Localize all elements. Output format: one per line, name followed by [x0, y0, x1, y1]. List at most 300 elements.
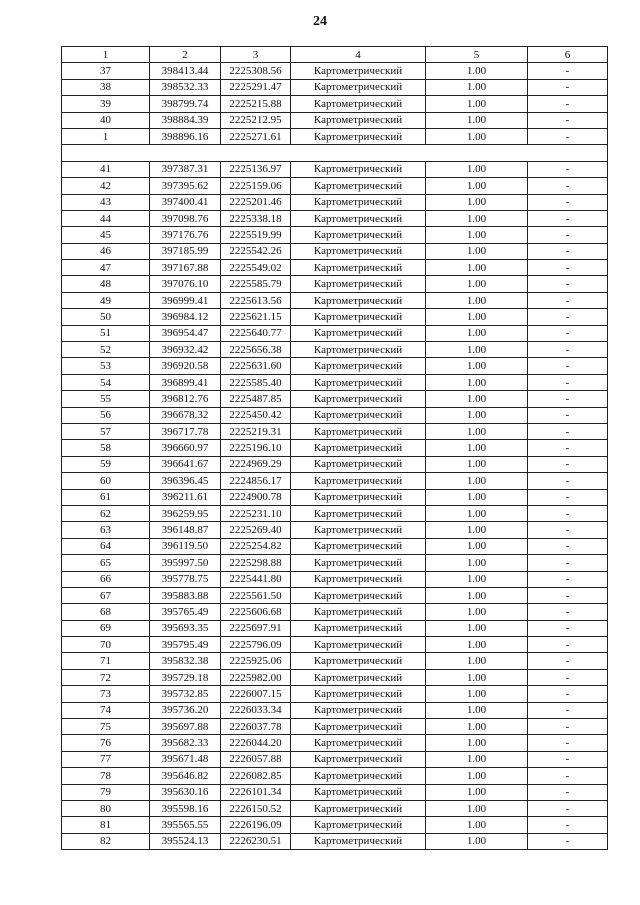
table-cell: 1.00: [426, 194, 528, 210]
table-cell: 1.00: [426, 800, 528, 816]
table-cell: 1.00: [426, 473, 528, 489]
table-cell: -: [528, 735, 608, 751]
table-cell: 1.00: [426, 423, 528, 439]
table-cell: Картометрический: [291, 112, 426, 128]
table-cell: Картометрический: [291, 768, 426, 784]
table-cell: 1.00: [426, 325, 528, 341]
table-cell: Картометрический: [291, 178, 426, 194]
table-cell: 1.00: [426, 227, 528, 243]
table-cell: 398799.74: [150, 96, 221, 112]
table-cell: Картометрический: [291, 440, 426, 456]
table-cell: 2225219.31: [221, 423, 291, 439]
table-cell: Картометрический: [291, 653, 426, 669]
table-cell: 395565.55: [150, 817, 221, 833]
table-cell: 1.00: [426, 96, 528, 112]
table-cell: 398532.33: [150, 79, 221, 95]
table-cell: -: [528, 522, 608, 538]
table-cell: Картометрический: [291, 473, 426, 489]
table-cell: 1.00: [426, 637, 528, 653]
table-cell: 1.00: [426, 538, 528, 554]
table-cell: 2225196.10: [221, 440, 291, 456]
table-cell: -: [528, 817, 608, 833]
table-cell: 54: [62, 374, 150, 390]
table-cell: 1.00: [426, 342, 528, 358]
table-cell: 397167.88: [150, 260, 221, 276]
table-cell: 397098.76: [150, 210, 221, 226]
table-cell: 1.00: [426, 178, 528, 194]
table-cell: 65: [62, 555, 150, 571]
table-cell: 1.00: [426, 620, 528, 636]
table-cell: Картометрический: [291, 276, 426, 292]
table-cell: 78: [62, 768, 150, 784]
table-cell: 2225519.99: [221, 227, 291, 243]
table-cell: Картометрический: [291, 637, 426, 653]
table-cell: 49: [62, 292, 150, 308]
table-cell: 2225640.77: [221, 325, 291, 341]
table-cell: 66: [62, 571, 150, 587]
table-cell: -: [528, 686, 608, 702]
table-cell: 2225549.02: [221, 260, 291, 276]
table-cell: 2225298.88: [221, 555, 291, 571]
table-cell: 2225697.91: [221, 620, 291, 636]
table-cell: 75: [62, 719, 150, 735]
table-cell: 48: [62, 276, 150, 292]
table-cell: 398896.16: [150, 128, 221, 144]
table-cell: Картометрический: [291, 604, 426, 620]
table-cell: -: [528, 128, 608, 144]
table-cell: 2225982.00: [221, 669, 291, 685]
table-cell: 45: [62, 227, 150, 243]
table-cell: 2226150.52: [221, 800, 291, 816]
table-row: [62, 719, 608, 735]
table-cell: -: [528, 210, 608, 226]
header-cell: 6: [528, 47, 608, 63]
table-cell: 396641.67: [150, 456, 221, 472]
table-cell: 396954.47: [150, 325, 221, 341]
table-row: [62, 686, 608, 702]
table-cell: 52: [62, 342, 150, 358]
table-row: [62, 325, 608, 341]
table-cell: 59: [62, 456, 150, 472]
table-cell: 44: [62, 210, 150, 226]
table-cell: 67: [62, 587, 150, 603]
table-cell: 395883.88: [150, 587, 221, 603]
header-cell: 1: [62, 47, 150, 63]
table-cell: 38: [62, 79, 150, 95]
table-cell: 397185.99: [150, 243, 221, 259]
table-cell: -: [528, 800, 608, 816]
table-cell: Картометрический: [291, 784, 426, 800]
table-cell: 2225621.15: [221, 309, 291, 325]
table-cell: Картометрический: [291, 325, 426, 341]
table-cell: 2225212.95: [221, 112, 291, 128]
table-cell: -: [528, 620, 608, 636]
table-row: [62, 194, 608, 210]
table-cell: 1.00: [426, 391, 528, 407]
table-row: [62, 210, 608, 226]
table-cell: 2225450.42: [221, 407, 291, 423]
table-cell: 1.00: [426, 751, 528, 767]
table-cell: 39: [62, 96, 150, 112]
table-cell: 2224969.29: [221, 456, 291, 472]
table-cell: 1: [62, 128, 150, 144]
table-cell: 42: [62, 178, 150, 194]
table-cell: 2225159.06: [221, 178, 291, 194]
table-cell: 2225441.80: [221, 571, 291, 587]
table-cell: 1.00: [426, 63, 528, 79]
table-cell: -: [528, 407, 608, 423]
table-cell: 395795.49: [150, 637, 221, 653]
table-cell: 68: [62, 604, 150, 620]
table-row: [62, 637, 608, 653]
table-row: [62, 128, 608, 144]
table-cell: -: [528, 751, 608, 767]
table-cell: 2225561.50: [221, 587, 291, 603]
table-row: [62, 161, 608, 177]
table-row: [62, 342, 608, 358]
header-cell: 4: [291, 47, 426, 63]
table-cell: 396396.45: [150, 473, 221, 489]
table-cell: 40: [62, 112, 150, 128]
table-cell: Картометрический: [291, 538, 426, 554]
table-cell: Картометрический: [291, 96, 426, 112]
table-cell: 2225542.26: [221, 243, 291, 259]
table-row: [62, 112, 608, 128]
table-row: [62, 292, 608, 308]
table-cell: 398413.44: [150, 63, 221, 79]
table-cell: 1.00: [426, 309, 528, 325]
table-cell: 2226196.09: [221, 817, 291, 833]
table-cell: 395997.50: [150, 555, 221, 571]
table-row: [62, 735, 608, 751]
table-row: [62, 178, 608, 194]
table-cell: 1.00: [426, 702, 528, 718]
table-cell: 81: [62, 817, 150, 833]
table-cell: 397176.76: [150, 227, 221, 243]
table-cell: Картометрический: [291, 702, 426, 718]
table-cell: 1.00: [426, 161, 528, 177]
table-cell: Картометрический: [291, 669, 426, 685]
table-cell: 2225585.79: [221, 276, 291, 292]
table-cell: 395732.85: [150, 686, 221, 702]
table-cell: 60: [62, 473, 150, 489]
table-cell: 62: [62, 505, 150, 521]
table-cell: -: [528, 96, 608, 112]
table-cell: 396678.32: [150, 407, 221, 423]
table-cell: 2225613.56: [221, 292, 291, 308]
table-cell: Картометрический: [291, 243, 426, 259]
table-cell: Картометрический: [291, 309, 426, 325]
header-cell: 5: [426, 47, 528, 63]
table-cell: 2224856.17: [221, 473, 291, 489]
table-row: [62, 768, 608, 784]
table-cell: 2225291.47: [221, 79, 291, 95]
table-cell: 396259.95: [150, 505, 221, 521]
table-row: [62, 309, 608, 325]
table-cell: 55: [62, 391, 150, 407]
table-cell: Картометрический: [291, 735, 426, 751]
table-row: [62, 243, 608, 259]
table-cell: 396932.42: [150, 342, 221, 358]
table-row: [62, 620, 608, 636]
table-cell: 1.00: [426, 243, 528, 259]
table-cell: Картометрический: [291, 342, 426, 358]
table-cell: Картометрический: [291, 391, 426, 407]
table-cell: 2225606.68: [221, 604, 291, 620]
table-cell: -: [528, 456, 608, 472]
table-cell: -: [528, 292, 608, 308]
table-cell: 396119.50: [150, 538, 221, 554]
table-cell: 1.00: [426, 555, 528, 571]
table-cell: 396999.41: [150, 292, 221, 308]
table-cell: 47: [62, 260, 150, 276]
table-cell: 2226057.88: [221, 751, 291, 767]
table-cell: Картометрический: [291, 456, 426, 472]
table-cell: 1.00: [426, 719, 528, 735]
table-cell: 395765.49: [150, 604, 221, 620]
table-cell: 2226044.20: [221, 735, 291, 751]
table-cell: 2225631.60: [221, 358, 291, 374]
table-cell: 1.00: [426, 292, 528, 308]
table-cell: 395682.33: [150, 735, 221, 751]
table-cell: Картометрический: [291, 833, 426, 849]
table-cell: 397387.31: [150, 161, 221, 177]
table-cell: -: [528, 325, 608, 341]
table-cell: 77: [62, 751, 150, 767]
table-cell: 2226007.15: [221, 686, 291, 702]
table-cell: Картометрический: [291, 407, 426, 423]
table-row: [62, 522, 608, 538]
table-row: [62, 538, 608, 554]
table-row: [62, 260, 608, 276]
table-row: [62, 669, 608, 685]
table-cell: 64: [62, 538, 150, 554]
table-row: [62, 571, 608, 587]
table-row: [62, 440, 608, 456]
table-cell: -: [528, 604, 608, 620]
table-cell: 398884.39: [150, 112, 221, 128]
blank-cell: [62, 145, 608, 161]
table-row: [62, 555, 608, 571]
table-cell: 1.00: [426, 456, 528, 472]
table-cell: 395697.88: [150, 719, 221, 735]
table-cell: 80: [62, 800, 150, 816]
table-cell: 395736.20: [150, 702, 221, 718]
table-cell: -: [528, 538, 608, 554]
table-cell: 1.00: [426, 358, 528, 374]
table-cell: 395832.38: [150, 653, 221, 669]
blank-separator-row: [62, 145, 608, 161]
table-cell: Картометрический: [291, 227, 426, 243]
table-cell: 396148.87: [150, 522, 221, 538]
table-cell: Картометрический: [291, 505, 426, 521]
table-cell: 37: [62, 63, 150, 79]
table-row: [62, 784, 608, 800]
table-cell: 2225338.18: [221, 210, 291, 226]
table-cell: -: [528, 587, 608, 603]
table-cell: 397395.62: [150, 178, 221, 194]
table-cell: Картометрический: [291, 489, 426, 505]
table-cell: Картометрический: [291, 194, 426, 210]
table-row: [62, 391, 608, 407]
table-cell: 2225796.09: [221, 637, 291, 653]
table-cell: 61: [62, 489, 150, 505]
table-row: [62, 505, 608, 521]
table-cell: 1.00: [426, 407, 528, 423]
table-cell: 74: [62, 702, 150, 718]
table-cell: Картометрический: [291, 522, 426, 538]
table-cell: 79: [62, 784, 150, 800]
table-cell: -: [528, 342, 608, 358]
table-cell: 71: [62, 653, 150, 669]
table-row: [62, 63, 608, 79]
table-cell: 2226101.34: [221, 784, 291, 800]
table-row: [62, 817, 608, 833]
table-cell: -: [528, 423, 608, 439]
table-cell: 1.00: [426, 210, 528, 226]
table-cell: 43: [62, 194, 150, 210]
table-cell: Картометрический: [291, 751, 426, 767]
table-cell: Картометрический: [291, 260, 426, 276]
table-row: [62, 79, 608, 95]
table-cell: 1.00: [426, 79, 528, 95]
table-cell: 2225231.10: [221, 505, 291, 521]
table-cell: 395693.35: [150, 620, 221, 636]
table-cell: Картометрический: [291, 161, 426, 177]
page-number: 24: [313, 14, 327, 29]
table-cell: Картометрический: [291, 587, 426, 603]
table-cell: 2225271.61: [221, 128, 291, 144]
table-cell: 50: [62, 309, 150, 325]
table-cell: -: [528, 227, 608, 243]
table-row: [62, 751, 608, 767]
table-row: [62, 456, 608, 472]
table-cell: 2225308.56: [221, 63, 291, 79]
table-cell: Картометрический: [291, 292, 426, 308]
table-cell: 1.00: [426, 112, 528, 128]
table-cell: Картометрический: [291, 571, 426, 587]
table-cell: Картометрический: [291, 423, 426, 439]
table-cell: 41: [62, 161, 150, 177]
table-cell: -: [528, 653, 608, 669]
table-cell: 46: [62, 243, 150, 259]
table-cell: 1.00: [426, 735, 528, 751]
table-cell: 2225487.85: [221, 391, 291, 407]
table-cell: 2226033.34: [221, 702, 291, 718]
table-cell: 396717.78: [150, 423, 221, 439]
table-cell: 2226230.51: [221, 833, 291, 849]
table-row: [62, 800, 608, 816]
table-cell: -: [528, 719, 608, 735]
table-cell: 395630.16: [150, 784, 221, 800]
table-cell: -: [528, 309, 608, 325]
table-row: [62, 653, 608, 669]
table-row: [62, 489, 608, 505]
table-cell: -: [528, 161, 608, 177]
table-cell: 2225201.46: [221, 194, 291, 210]
table-cell: -: [528, 489, 608, 505]
table-cell: -: [528, 260, 608, 276]
header-cell: 2: [150, 47, 221, 63]
table-cell: 2224900.78: [221, 489, 291, 505]
table-row: [62, 407, 608, 423]
table-row: [62, 96, 608, 112]
table-cell: 2225254.82: [221, 538, 291, 554]
table-cell: 2226037.78: [221, 719, 291, 735]
header-cell: 3: [221, 47, 291, 63]
table-row: [62, 227, 608, 243]
table-cell: 1.00: [426, 833, 528, 849]
table-cell: 2225215.88: [221, 96, 291, 112]
table-cell: Картометрический: [291, 210, 426, 226]
table-cell: 397076.10: [150, 276, 221, 292]
table-cell: 2225656.38: [221, 342, 291, 358]
table-header-row: [62, 47, 608, 63]
table-row: [62, 833, 608, 849]
table-cell: -: [528, 178, 608, 194]
table-cell: 1.00: [426, 669, 528, 685]
table-cell: Картометрический: [291, 817, 426, 833]
table-cell: 53: [62, 358, 150, 374]
table-cell: 395524.13: [150, 833, 221, 849]
table-cell: Картометрический: [291, 686, 426, 702]
table-cell: 73: [62, 686, 150, 702]
table-cell: Картометрический: [291, 63, 426, 79]
table-cell: 1.00: [426, 260, 528, 276]
table-cell: -: [528, 391, 608, 407]
table-cell: 1.00: [426, 374, 528, 390]
table-cell: Картометрический: [291, 620, 426, 636]
table-cell: -: [528, 63, 608, 79]
table-cell: 1.00: [426, 571, 528, 587]
table-cell: 396899.41: [150, 374, 221, 390]
table-cell: 396984.12: [150, 309, 221, 325]
table-cell: 1.00: [426, 686, 528, 702]
table-cell: 1.00: [426, 505, 528, 521]
table-cell: -: [528, 79, 608, 95]
table-cell: 395729.18: [150, 669, 221, 685]
table-cell: -: [528, 243, 608, 259]
table-cell: -: [528, 784, 608, 800]
table-cell: 56: [62, 407, 150, 423]
table-cell: 1.00: [426, 489, 528, 505]
table-cell: 395671.48: [150, 751, 221, 767]
table-cell: 57: [62, 423, 150, 439]
table-cell: -: [528, 358, 608, 374]
table-cell: 1.00: [426, 587, 528, 603]
table-row: [62, 702, 608, 718]
table-cell: -: [528, 571, 608, 587]
table-cell: 2225136.97: [221, 161, 291, 177]
table-cell: -: [528, 637, 608, 653]
table-cell: -: [528, 768, 608, 784]
table-cell: 396812.76: [150, 391, 221, 407]
table-cell: -: [528, 112, 608, 128]
table-cell: 395646.82: [150, 768, 221, 784]
table-cell: 72: [62, 669, 150, 685]
table-cell: Картометрический: [291, 719, 426, 735]
table-cell: 69: [62, 620, 150, 636]
table-cell: Картометрический: [291, 128, 426, 144]
table-row: [62, 358, 608, 374]
table-cell: Картометрический: [291, 358, 426, 374]
table-cell: Картометрический: [291, 555, 426, 571]
table-cell: -: [528, 505, 608, 521]
table-cell: 51: [62, 325, 150, 341]
table-cell: 2225585.40: [221, 374, 291, 390]
table-cell: Картометрический: [291, 79, 426, 95]
table-row: [62, 604, 608, 620]
